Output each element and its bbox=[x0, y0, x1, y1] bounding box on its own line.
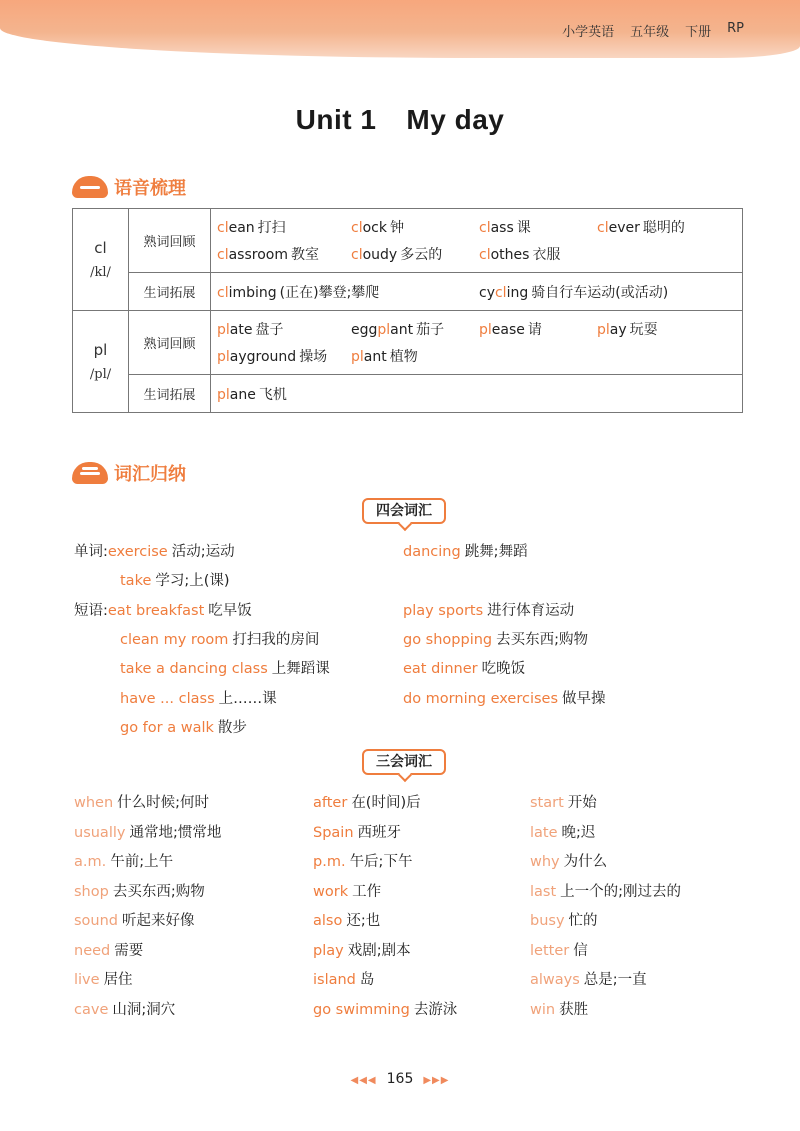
word-highlight: pl bbox=[377, 322, 391, 338]
word-rest: ane bbox=[229, 386, 256, 403]
vocab-chinese: 居住 bbox=[103, 972, 133, 988]
vocab-chinese: 午后;下午 bbox=[349, 854, 413, 870]
vocab-english: win bbox=[530, 1001, 556, 1018]
header-edition: RP bbox=[727, 21, 744, 36]
word-highlight: cl bbox=[351, 220, 363, 236]
phonics-row bbox=[73, 273, 743, 311]
word-highlight: pl bbox=[217, 349, 230, 365]
section-title: 词汇归纳 bbox=[114, 464, 186, 485]
vocab-entry bbox=[120, 628, 319, 649]
vocab-entry bbox=[313, 850, 412, 871]
phonics-word bbox=[597, 217, 736, 237]
vocab-english: go shopping bbox=[403, 632, 493, 648]
phonics-word bbox=[217, 346, 351, 366]
vocab-chinese: 吃晚饭 bbox=[481, 661, 526, 677]
word-meaning: 骑自行车运动(或活动) bbox=[531, 284, 669, 301]
word-highlight: cl bbox=[351, 247, 363, 263]
phonics-word bbox=[217, 244, 351, 264]
vocab-chinese: 吃早饭 bbox=[208, 603, 252, 619]
word-prefix: egg bbox=[351, 322, 378, 338]
category-cell: 熟词回顾 bbox=[129, 311, 211, 375]
word-meaning: 课 bbox=[516, 220, 531, 236]
vocab-entry bbox=[530, 791, 597, 812]
sound-cell bbox=[73, 209, 129, 311]
vocab-english: exercise bbox=[107, 544, 168, 560]
words-cell bbox=[211, 209, 743, 273]
word-rest: ayground bbox=[229, 349, 297, 365]
vocab-entry bbox=[74, 880, 205, 901]
sound-letters: cl bbox=[94, 239, 107, 257]
vocab-entry bbox=[74, 968, 133, 989]
word-meaning: 钟 bbox=[389, 220, 404, 236]
vocab-entry bbox=[403, 599, 574, 620]
word-rest: ass bbox=[490, 220, 514, 236]
vocab-chinese: 去买东西;购物 bbox=[112, 883, 205, 900]
word-highlight: cl bbox=[494, 284, 507, 301]
word-highlight: cl bbox=[597, 220, 609, 236]
row-label: 短语: bbox=[74, 603, 108, 619]
header-grade: 五年级 bbox=[630, 25, 670, 40]
vocab-chinese: 为什么 bbox=[563, 854, 608, 870]
word-rest: assroom bbox=[228, 247, 288, 263]
word-meaning: 盘子 bbox=[255, 322, 284, 338]
vocab-entry bbox=[530, 880, 681, 901]
vocab-chinese: 山洞;洞穴 bbox=[112, 1001, 176, 1018]
vocab-english: island bbox=[313, 972, 356, 988]
word-rest: ate bbox=[229, 322, 253, 338]
section-one-icon bbox=[72, 176, 108, 198]
vocab-english: busy bbox=[530, 913, 565, 929]
vocab-entry bbox=[74, 998, 175, 1019]
word-rest: ant bbox=[363, 349, 387, 365]
word-meaning: 聪明的 bbox=[642, 220, 685, 236]
vocab-chinese: 总是;一直 bbox=[583, 972, 647, 988]
vocab-english: live bbox=[74, 972, 100, 988]
phonics-word bbox=[479, 244, 597, 264]
vocab-chinese: 午前;上午 bbox=[110, 854, 174, 870]
vocab-english: go swimming bbox=[313, 1001, 410, 1018]
vocab-english: play sports bbox=[403, 603, 484, 619]
vocab-entry bbox=[313, 791, 421, 812]
vocab-chinese: 通常地;惯常地 bbox=[129, 824, 222, 841]
vocab-entry bbox=[120, 716, 247, 737]
vocab-english: take a dancing class bbox=[120, 661, 268, 677]
words-grid bbox=[217, 319, 736, 366]
category-cell: 熟词回顾 bbox=[129, 209, 211, 273]
phonics-word bbox=[479, 217, 597, 237]
word-highlight: pl bbox=[217, 322, 230, 338]
word-rest: ing bbox=[506, 284, 529, 301]
page-title bbox=[0, 104, 800, 136]
vocab-english: need bbox=[74, 942, 111, 959]
word-rest: ean bbox=[228, 220, 255, 236]
page-number: 165 bbox=[386, 1071, 414, 1087]
vocab-chinese: 工作 bbox=[352, 883, 382, 900]
word-meaning: 衣服 bbox=[532, 247, 561, 263]
vocab-english: p.m. bbox=[313, 854, 346, 870]
vocab-entry bbox=[530, 998, 588, 1019]
vocab-english: always bbox=[530, 972, 580, 988]
word-meaning: 飞机 bbox=[258, 386, 287, 403]
vocab-chinese: 岛 bbox=[359, 972, 375, 988]
vocab-english: late bbox=[530, 824, 558, 841]
phonics-word bbox=[479, 319, 597, 339]
vocab-entry bbox=[74, 821, 221, 842]
word-rest: ease bbox=[491, 322, 525, 338]
vocab-english: dancing bbox=[403, 544, 461, 560]
vocab-english: do morning exercises bbox=[403, 691, 559, 707]
word-rest: oudy bbox=[362, 247, 398, 263]
words-cell bbox=[211, 375, 743, 413]
sound-ipa: /pl/ bbox=[89, 367, 112, 382]
row-label: 单词: bbox=[74, 544, 108, 560]
vocab-chinese: 西班牙 bbox=[357, 824, 402, 841]
phonics-table bbox=[72, 208, 743, 413]
word-highlight: pl bbox=[217, 386, 230, 403]
words-cell bbox=[211, 311, 743, 375]
category-cell: 生词拓展 bbox=[129, 375, 211, 413]
vocab-chinese: 上……课 bbox=[218, 691, 277, 707]
vocab-chinese: 戏剧;剧本 bbox=[347, 942, 411, 959]
vocab-english: also bbox=[313, 913, 343, 929]
phonics-word bbox=[217, 319, 351, 339]
sound-ipa: /kl/ bbox=[90, 265, 111, 280]
vocab-entry bbox=[530, 909, 598, 930]
vocab-english: shop bbox=[74, 883, 109, 900]
vocab-chinese: 散步 bbox=[217, 720, 247, 736]
vocab-entry bbox=[403, 687, 606, 708]
section-title: 语音梳理 bbox=[114, 178, 186, 199]
word-meaning: 操场 bbox=[299, 349, 328, 365]
word-prefix: cy bbox=[479, 284, 495, 301]
word-highlight: pl bbox=[597, 322, 610, 338]
vocab-english: why bbox=[530, 854, 560, 870]
prev-arrows-icon: ◀◀◀ bbox=[350, 1075, 377, 1086]
phonics-row bbox=[73, 311, 743, 375]
word-rest: ay bbox=[609, 322, 627, 338]
vocab-chinese: 信 bbox=[573, 942, 588, 959]
vocab-entry bbox=[530, 939, 588, 960]
word-meaning: 请 bbox=[527, 322, 542, 338]
vocab-chinese: 在(时间)后 bbox=[351, 795, 421, 811]
vocab-english: clean my room bbox=[120, 632, 229, 648]
phonics-word bbox=[351, 217, 479, 237]
words-cell bbox=[211, 273, 743, 311]
vocab-chinese: 忙的 bbox=[568, 913, 598, 929]
vocab-entry bbox=[313, 939, 411, 960]
unit-name: My day bbox=[406, 104, 505, 135]
vocab-chinese: 开始 bbox=[567, 795, 597, 811]
vocab-chinese: 活动;运动 bbox=[171, 544, 235, 560]
word-highlight: cl bbox=[217, 247, 229, 263]
vocab-english: take bbox=[120, 573, 152, 589]
vocab-chinese: 去游泳 bbox=[413, 1001, 458, 1018]
phonics-word bbox=[351, 244, 479, 264]
vocab-english: have ... class bbox=[120, 691, 215, 707]
word-rest: imbing bbox=[228, 284, 277, 301]
vocab-chinese: 跳舞;舞蹈 bbox=[464, 544, 528, 560]
vocab-english: start bbox=[530, 795, 564, 811]
word-highlight: pl bbox=[351, 349, 364, 365]
sound-cell bbox=[73, 311, 129, 413]
vocab-entry bbox=[74, 939, 143, 960]
vocab-english: Spain bbox=[313, 824, 354, 841]
vocab-entry bbox=[74, 909, 195, 930]
three-skill-label: 三会词汇 bbox=[362, 749, 446, 775]
vocab-english: go for a walk bbox=[120, 720, 214, 736]
vocab-english: work bbox=[313, 883, 349, 900]
vocab-entry bbox=[313, 880, 381, 901]
word-meaning: (正在)攀登;攀爬 bbox=[279, 284, 380, 301]
header-volume: 下册 bbox=[685, 25, 712, 40]
vocab-entry bbox=[530, 821, 595, 842]
phonics-word bbox=[217, 217, 351, 237]
word-highlight: cl bbox=[217, 220, 229, 236]
header-subject: 小学英语 bbox=[562, 25, 615, 40]
vocab-entry bbox=[74, 791, 209, 812]
word-meaning: 教室 bbox=[290, 247, 319, 263]
vocab-entry bbox=[403, 540, 528, 561]
word-meaning: 打扫 bbox=[257, 220, 286, 236]
page-footer bbox=[0, 1071, 800, 1087]
word-highlight: cl bbox=[479, 247, 491, 263]
vocab-chinese: 打扫我的房间 bbox=[232, 632, 320, 648]
section-heading-vocabulary bbox=[72, 460, 186, 486]
vocab-chinese: 还;也 bbox=[346, 913, 381, 929]
four-skill-label: 四会词汇 bbox=[362, 498, 446, 524]
words-grid bbox=[217, 384, 736, 404]
vocab-entry bbox=[74, 599, 252, 620]
word-highlight: cl bbox=[217, 284, 229, 301]
unit-number: Unit 1 bbox=[295, 104, 377, 135]
word-meaning: 植物 bbox=[389, 349, 418, 365]
vocab-english: cave bbox=[74, 1001, 109, 1018]
word-meaning: 茄子 bbox=[416, 322, 445, 338]
vocab-chinese: 什么时候;何时 bbox=[117, 795, 210, 811]
header-meta bbox=[562, 21, 744, 40]
vocab-entry bbox=[403, 657, 525, 678]
vocab-english: play bbox=[313, 942, 344, 959]
word-highlight: cl bbox=[479, 220, 491, 236]
vocab-chinese: 需要 bbox=[114, 942, 144, 959]
vocab-english: eat dinner bbox=[403, 661, 478, 677]
word-rest: othes bbox=[490, 247, 530, 263]
vocab-entry bbox=[74, 540, 235, 561]
next-arrows-icon: ▶▶▶ bbox=[423, 1075, 450, 1086]
vocab-english: usually bbox=[74, 824, 126, 841]
phonics-row bbox=[73, 209, 743, 273]
vocab-chinese: 听起来好像 bbox=[122, 913, 195, 929]
words-grid bbox=[217, 217, 736, 264]
vocab-english: sound bbox=[74, 913, 119, 929]
vocab-entry bbox=[120, 687, 277, 708]
vocab-entry bbox=[313, 998, 457, 1019]
sound-letters: pl bbox=[93, 341, 108, 359]
vocab-chinese: 做早操 bbox=[562, 691, 606, 707]
word-rest: ever bbox=[608, 220, 640, 236]
vocab-english: a.m. bbox=[74, 854, 107, 870]
section-heading-phonics bbox=[72, 174, 186, 200]
vocab-chinese: 学习;上(课) bbox=[155, 573, 230, 589]
vocab-entry bbox=[530, 968, 647, 989]
phonics-row bbox=[73, 375, 743, 413]
vocab-entry bbox=[313, 968, 374, 989]
word-highlight: pl bbox=[479, 322, 492, 338]
vocab-entry bbox=[403, 628, 588, 649]
word-meaning: 玩耍 bbox=[629, 322, 658, 338]
word-rest: ant bbox=[390, 322, 414, 338]
words-grid bbox=[217, 282, 736, 302]
vocab-entry bbox=[313, 909, 380, 930]
vocab-chinese: 获胜 bbox=[559, 1001, 589, 1018]
vocab-english: letter bbox=[530, 942, 570, 959]
vocab-entry bbox=[313, 821, 401, 842]
vocab-english: when bbox=[74, 795, 114, 811]
phonics-word bbox=[217, 384, 479, 404]
vocab-english: last bbox=[530, 883, 557, 900]
vocab-chinese: 去买东西;购物 bbox=[496, 632, 589, 648]
phonics-word bbox=[479, 282, 736, 302]
vocab-entry bbox=[74, 850, 173, 871]
phonics-word bbox=[217, 282, 479, 302]
vocab-english: eat breakfast bbox=[107, 603, 205, 619]
vocab-chinese: 进行体育运动 bbox=[487, 603, 575, 619]
vocab-entry bbox=[530, 850, 607, 871]
category-cell: 生词拓展 bbox=[129, 273, 211, 311]
phonics-word bbox=[351, 319, 479, 339]
phonics-word bbox=[597, 319, 736, 339]
word-meaning: 多云的 bbox=[400, 247, 443, 263]
vocab-entry bbox=[120, 569, 230, 590]
vocab-entry bbox=[120, 657, 330, 678]
phonics-word bbox=[351, 346, 479, 366]
vocab-chinese: 晚;迟 bbox=[561, 824, 596, 841]
word-rest: ock bbox=[362, 220, 387, 236]
section-two-icon bbox=[72, 462, 108, 484]
vocab-chinese: 上舞蹈课 bbox=[271, 661, 330, 677]
vocab-chinese: 上一个的;刚过去的 bbox=[560, 883, 682, 900]
vocab-english: after bbox=[313, 795, 348, 811]
